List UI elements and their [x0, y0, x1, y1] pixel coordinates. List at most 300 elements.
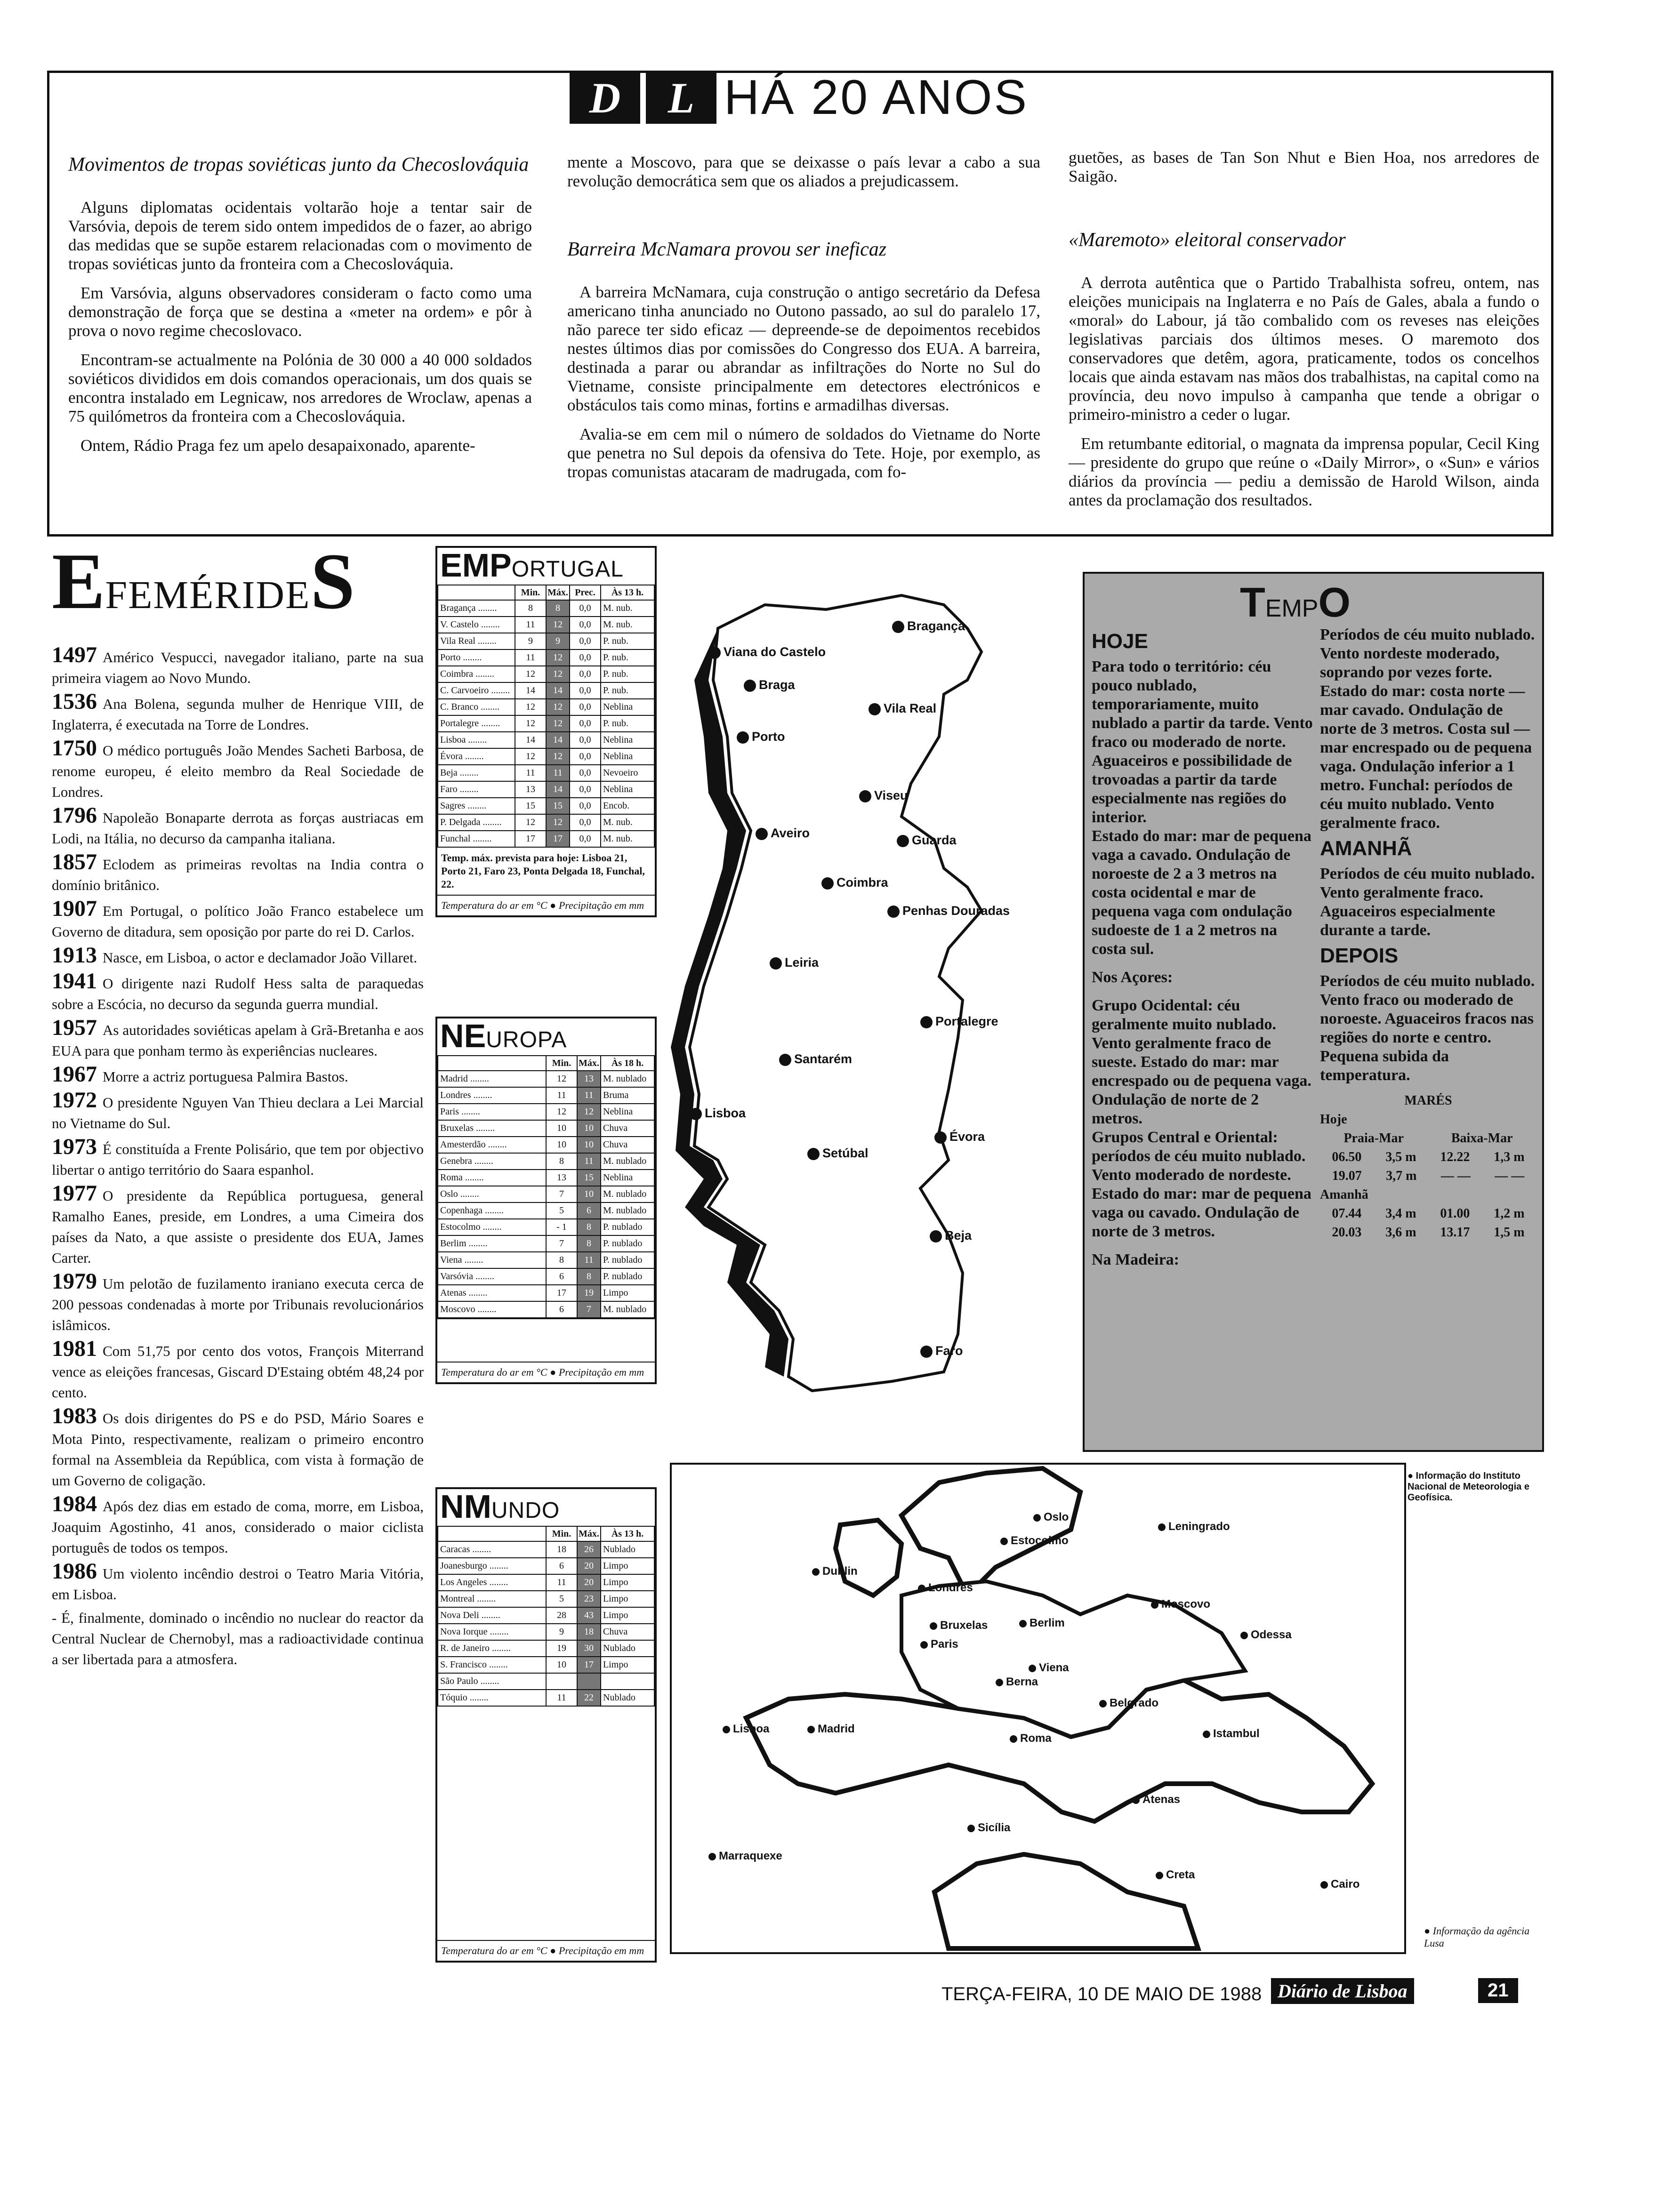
value-cell: 10	[546, 1137, 577, 1153]
table-row	[438, 1558, 654, 1574]
efemeride-text: Ana Bolena, segunda mulher de Henrique VIII, de Inglaterra, é executada na Torre de Londres.	[52, 696, 424, 733]
portugal-map-shape	[657, 539, 1076, 1475]
city-label	[779, 1052, 852, 1066]
portugal-map	[657, 539, 1076, 1475]
city-label	[887, 904, 1010, 918]
value-cell: 12	[546, 617, 570, 633]
value-cell: 12	[515, 666, 546, 682]
page-footer	[941, 1974, 1553, 2012]
city-cell: Lisboa ........	[438, 732, 515, 748]
value-cell: 12	[546, 1071, 577, 1087]
table-row	[438, 1640, 654, 1657]
value-cell: P. nublado	[601, 1219, 654, 1235]
value-cell	[546, 1673, 577, 1690]
city-label	[1240, 1628, 1292, 1642]
efemerides-list	[52, 642, 424, 1673]
efemeride-year: 1972	[52, 1088, 97, 1113]
table-row	[438, 1235, 654, 1252]
value-cell: P. nub.	[601, 649, 654, 666]
efemeride-text: Um pelotão de fuzilamento iraniano executa cerca de 200 pessoas condenadas à morte por Tribunais revolucionários islâmicos.	[52, 1275, 424, 1333]
value-cell: 11	[577, 1153, 601, 1170]
city-dot-icon	[744, 680, 756, 692]
city-dot-icon	[807, 1148, 820, 1160]
city-cell: Amesterdão ........	[438, 1137, 546, 1153]
city-label	[1132, 1793, 1180, 1806]
title-small: UROPA	[486, 1027, 567, 1052]
efemeride-item	[52, 1183, 424, 1268]
table-row	[438, 1219, 654, 1235]
efemeride-text: Em Portugal, o político João Franco estabelece um Governo de ditadura, sem oposição por parte do rei D. Carlos.	[52, 903, 424, 940]
acores-heading: Nos Açores:	[1092, 969, 1173, 986]
value-cell: 8	[577, 1235, 601, 1252]
city-name: Belgrado	[1110, 1697, 1159, 1709]
table-row	[438, 1591, 654, 1607]
value-cell: 7	[577, 1301, 601, 1318]
efemeride-text: - É, finalmente, dominado o incêndio no nuclear do reactor da Central Nuclear de Chernobyl, mas a radioactividade continua a ser libertada para a atmosfera.	[52, 1610, 424, 1667]
title-bold: T	[1240, 579, 1265, 625]
city-name: Estocolmo	[1011, 1534, 1069, 1547]
city-label	[967, 1821, 1010, 1835]
tide-value: — —	[1440, 1169, 1471, 1183]
city-dot-icon	[1033, 1514, 1041, 1522]
tide-value: 01.00	[1440, 1206, 1470, 1221]
city-cell: Funchal ........	[438, 831, 515, 847]
city-cell: S. Francisco ........	[438, 1657, 546, 1673]
value-cell: 6	[546, 1558, 577, 1574]
tide-row	[1320, 1223, 1536, 1242]
city-name: Moscovo	[1161, 1598, 1211, 1611]
efemeride-text: Américo Vespucci, navegador italiano, parte na sua primeira viagem ao Novo Mundo.	[52, 649, 424, 686]
city-label	[920, 1344, 963, 1358]
title-bold: EM	[440, 547, 490, 584]
title-final: S	[310, 537, 355, 625]
city-cell: P. Delgada ........	[438, 814, 515, 831]
city-cell: Nova Deli ........	[438, 1607, 546, 1624]
madeira-text: Períodos de céu muito nublado. Vento nordeste moderado, soprando por vezes forte. Estado do mar: costa norte — mar cavado. Ondulação de norte de 3 metros. Costa sul — mar encrespado ou de pequena vaga. Ondulação inferior a 1 metro. Funchal: períodos de céu muito nublado. Vento geralmente fraco.	[1320, 626, 1535, 832]
efemeride-year: 1984	[52, 1491, 97, 1516]
article-paragraph: Avalia-se em cem mil o número de soldados do Vietname do Norte que penetra no Sul depois da ofensiva do Tete. Hoje, por exemplo, as tropas comunistas atacaram de madrugada, com fo-	[567, 425, 1040, 481]
value-cell: 12	[546, 666, 570, 682]
city-cell: Bragança ........	[438, 600, 515, 617]
city-name: Santarém	[794, 1052, 853, 1066]
city-cell: Copenhaga ........	[438, 1202, 546, 1219]
value-cell: 28	[546, 1607, 577, 1624]
value-cell: 12	[515, 715, 546, 732]
city-cell: Moscovo ........	[438, 1301, 546, 1318]
value-cell: 5	[546, 1202, 577, 1219]
city-name: Atenas	[1142, 1793, 1181, 1806]
city-name: Berlim	[1030, 1617, 1065, 1629]
value-cell: 0,0	[570, 831, 601, 847]
article-paragraph: Encontram-se actualmente na Polónia de 30 000 a 40 000 soldados soviéticos divididos em dois comandos operacionais, um dos quais se encontra instalado em Legnicaw, nos arredores de Wroclaw, apenas a 75 quilómetros da fronteira com a Checoslováquia.	[68, 351, 532, 425]
logo-letter-d: D	[570, 72, 640, 124]
city-cell: Portalegre ........	[438, 715, 515, 732]
acores-central: Grupos Central e Oriental: períodos de céu muito nublado. Vento moderado de nordeste. Estado do mar: mar de pequena vaga ou cavado. Ondulação de norte de 3 metros.	[1092, 1129, 1311, 1240]
city-name: Viseu	[874, 788, 908, 802]
value-cell: 0,0	[570, 682, 601, 699]
city-label	[1156, 1868, 1195, 1882]
city-cell: Évora ........	[438, 748, 515, 765]
city-cell: V. Castelo ........	[438, 617, 515, 633]
value-cell: P. nublado	[601, 1235, 654, 1252]
tide-row	[1320, 1204, 1536, 1223]
city-dot-icon	[1320, 1881, 1328, 1889]
city-label	[1320, 1878, 1359, 1891]
value-cell: 13	[546, 1170, 577, 1186]
city-name: Paris	[931, 1638, 958, 1651]
city-name: Vila Real	[884, 701, 937, 715]
value-cell: 14	[546, 682, 570, 699]
article-title: Movimentos de tropas soviéticas junto da Checoslováquia	[68, 154, 529, 176]
article-paragraph: A derrota autêntica que o Partido Trabalhista sofreu, ontem, nas eleições municipais na Inglaterra e no País de Gales, abala a fundo o «moral» do Labour, já tão combalido com os reveses nas eleições legislativas parciais dos últimos meses. O maremoto dos conservadores que detêm, agora, praticamente, todos os concelhos locais que ainda estavam nas mãos dos trabalhistas, na capital como na província, deu novo impulso à campanha que tende a obrigar o primeiro-ministro a ceder o lugar.	[1069, 273, 1539, 424]
city-dot-icon	[1010, 1735, 1017, 1743]
table-title	[437, 1018, 655, 1055]
table-row	[438, 732, 654, 748]
efemeride-year: 1941	[52, 969, 97, 994]
value-cell: 0,0	[570, 748, 601, 765]
article-title: Barreira McNamara provou ser ineficaz	[567, 239, 887, 260]
section-title: HÁ 20 ANOS	[724, 70, 1029, 125]
value-cell: Chuva	[601, 1137, 654, 1153]
value-cell: 22	[577, 1690, 601, 1706]
city-label	[1019, 1617, 1065, 1630]
title-small: UNDO	[491, 1498, 560, 1523]
article-paragraph: Alguns diplomatas ocidentais voltarão hoje a tentar sair de Varsóvia, depois de terem sido ontem impedidos de o fazer, ao abrigo das medidas que se supõe estarem relacionadas com o movimento de tropas soviéticas junto da fronteira com a Checoslováquia.	[68, 198, 532, 273]
table-row	[438, 633, 654, 649]
mares-hoje-label: Hoje	[1320, 1112, 1347, 1127]
efemeride-item	[52, 852, 424, 896]
value-cell: 19	[546, 1640, 577, 1657]
city-label	[918, 1581, 973, 1595]
value-cell: 17	[546, 831, 570, 847]
table-row	[438, 1285, 654, 1301]
value-cell: 12	[577, 1104, 601, 1120]
city-dot-icon	[1099, 1700, 1107, 1707]
value-cell: 6	[546, 1268, 577, 1285]
value-cell: Limpo	[601, 1574, 654, 1591]
efemeride-year: 1907	[52, 896, 97, 921]
value-cell: 17	[546, 1285, 577, 1301]
city-label	[1151, 1598, 1210, 1611]
efemeride-year: 1796	[52, 803, 97, 828]
efemeride-year: 1750	[52, 736, 97, 761]
city-name: Sicília	[978, 1821, 1011, 1834]
city-label	[1203, 1727, 1260, 1740]
city-label	[930, 1228, 972, 1243]
city-name: Odessa	[1251, 1628, 1292, 1641]
value-cell: 0,0	[570, 715, 601, 732]
city-name: Viena	[1039, 1661, 1069, 1674]
table-row	[438, 649, 654, 666]
efemeride-item	[52, 1015, 424, 1061]
value-cell: M. nub.	[601, 814, 654, 831]
depois-heading: DEPOIS	[1320, 944, 1399, 967]
city-label	[708, 645, 826, 659]
table-row	[438, 781, 654, 798]
table-legend: Temperatura do ar em °C ● Precipitação em mm	[437, 1362, 655, 1382]
table-row	[438, 682, 654, 699]
city-dot-icon	[967, 1825, 975, 1832]
city-cell: Estocolmo ........	[438, 1219, 546, 1235]
value-cell: 12	[546, 814, 570, 831]
city-label	[756, 826, 810, 841]
tide-value: 07.44	[1332, 1206, 1362, 1221]
city-cell: Coimbra ........	[438, 666, 515, 682]
efemeride-item	[52, 1561, 424, 1605]
city-cell: Atenas ........	[438, 1285, 546, 1301]
section-masthead	[570, 70, 1106, 140]
logo-letter-l: L	[646, 72, 716, 124]
efemeride-item	[52, 1491, 424, 1558]
city-dot-icon	[821, 877, 834, 890]
city-label	[1099, 1697, 1158, 1710]
value-cell: 17	[515, 831, 546, 847]
data-table	[437, 585, 655, 848]
title-bold: M	[464, 1488, 491, 1525]
efemeride-item	[52, 1064, 424, 1087]
efemeride-text: Napoleão Bonaparte derrota as forças austriacas em Lodi, na Itália, no decurso da campanha italiana.	[52, 809, 424, 847]
tide-value: 3,5 m	[1385, 1150, 1416, 1164]
efemeride-item	[52, 642, 424, 689]
city-dot-icon	[920, 1016, 933, 1028]
table-row	[438, 1186, 654, 1202]
city-name: Faro	[935, 1344, 963, 1358]
value-cell: 23	[577, 1591, 601, 1607]
value-cell: 6	[577, 1202, 601, 1219]
city-cell: Vila Real ........	[438, 633, 515, 649]
efemeride-text: Após dez dias em estado de coma, morre, em Lisboa, Joaquim Agostinho, 41 anos, considerado o maior ciclista português de todos os tempos.	[52, 1498, 424, 1556]
city-label	[770, 955, 819, 970]
efemeride-text: Com 51,75 por cento dos votos, François Miterrand vence as eleições francesas, Giscard D'Estaing obtém 48,24 por cento.	[52, 1343, 424, 1401]
value-cell: 10	[546, 1120, 577, 1137]
value-cell	[601, 1673, 654, 1690]
column-header: Às 13 h.	[601, 1526, 654, 1541]
table-row	[438, 699, 654, 715]
value-cell: 0,0	[570, 781, 601, 798]
hoje-mar: Estado do mar: mar de pequena vaga a cavado. Ondulação de noroeste de 2 a 3 metros na costa ocidental e mar de pequena vaga com ondulação sudoeste de 1 a 2 metros na costa sul.	[1092, 827, 1311, 958]
city-name: Bruxelas	[940, 1619, 988, 1632]
tide-row	[1320, 1167, 1536, 1186]
weather-world-table	[435, 1487, 657, 1963]
efemeride-item	[52, 1271, 424, 1336]
city-name: Guarda	[912, 833, 957, 847]
table-header-row	[438, 1056, 654, 1071]
tides-hoje	[1320, 1148, 1536, 1186]
city-label	[744, 678, 795, 692]
value-cell: 11	[546, 765, 570, 781]
city-label	[1010, 1732, 1052, 1745]
baixa-mar-label: Baixa-Mar	[1451, 1131, 1513, 1146]
value-cell: 18	[577, 1624, 601, 1640]
table-legend: Temperatura do ar em °C ● Precipitação em mm	[437, 895, 655, 915]
value-cell: 26	[577, 1541, 601, 1558]
table-row	[438, 617, 654, 633]
table-header-row	[438, 1526, 654, 1541]
city-name: Istambul	[1213, 1727, 1260, 1740]
column-header: Máx.	[577, 1056, 601, 1071]
city-dot-icon	[1151, 1601, 1158, 1609]
value-cell: 15	[577, 1170, 601, 1186]
tide-value: 12.22	[1440, 1150, 1470, 1164]
footer-date: TERÇA-FEIRA, 10 DE MAIO DE 1988	[941, 1984, 1262, 2004]
value-cell: 6	[546, 1301, 577, 1318]
table-row	[438, 1690, 654, 1706]
tempo-note: ● Informação do Instituto Nacional de Meteorologia e Geofísica.	[1408, 1471, 1529, 1503]
value-cell: 11	[515, 617, 546, 633]
value-cell: 7	[546, 1186, 577, 1202]
title-bold: N	[440, 1018, 464, 1054]
city-label	[920, 1014, 998, 1029]
value-cell: Neblina	[601, 699, 654, 715]
value-cell: 10	[577, 1186, 601, 1202]
city-name: Aveiro	[771, 826, 810, 840]
value-cell: 10	[577, 1120, 601, 1137]
city-label	[996, 1675, 1038, 1689]
efemeride-item	[52, 1134, 424, 1180]
value-cell: 11	[577, 1252, 601, 1268]
tide-value: 1,2 m	[1494, 1206, 1525, 1221]
city-cell: Madrid ........	[438, 1071, 546, 1087]
city-label	[930, 1619, 988, 1632]
empty-rows	[437, 1318, 655, 1362]
value-cell: 43	[577, 1607, 601, 1624]
mares-heading: MARÉS	[1404, 1093, 1452, 1108]
city-cell: Varsóvia ........	[438, 1268, 546, 1285]
city-cell: Genebra ........	[438, 1153, 546, 1170]
value-cell: M. nublado	[601, 1153, 654, 1170]
city-name: Madrid	[818, 1723, 855, 1735]
tempo-right-column	[1320, 625, 1536, 1242]
city-cell: C. Branco ........	[438, 699, 515, 715]
tide-value: 13.17	[1440, 1225, 1470, 1240]
value-cell: Encob.	[601, 798, 654, 814]
table-row	[438, 765, 654, 781]
city-name: Setúbal	[822, 1146, 869, 1160]
column-header: Min.	[515, 585, 546, 600]
value-cell: 8	[515, 600, 546, 617]
data-table	[437, 1055, 655, 1318]
table-row	[438, 1153, 654, 1170]
city-name: Portalegre	[935, 1014, 998, 1028]
value-cell: Limpo	[601, 1285, 654, 1301]
value-cell	[577, 1673, 601, 1690]
tide-value: 3,7 m	[1386, 1169, 1417, 1183]
city-dot-icon	[897, 835, 909, 847]
value-cell: M. nub.	[601, 600, 654, 617]
city-cell: Los Angeles ........	[438, 1574, 546, 1591]
city-cell: Caracas ........	[438, 1541, 546, 1558]
city-dot-icon	[996, 1679, 1003, 1686]
table-row	[438, 1673, 654, 1690]
value-cell: Neblina	[601, 732, 654, 748]
city-label	[821, 875, 888, 890]
city-label	[1000, 1534, 1069, 1547]
data-table	[437, 1526, 655, 1707]
city-name: Oslo	[1044, 1511, 1069, 1523]
city-label	[869, 701, 936, 716]
table-row	[438, 831, 654, 847]
value-cell: 20	[577, 1558, 601, 1574]
column-header: Min.	[546, 1526, 577, 1541]
value-cell: Limpo	[601, 1558, 654, 1574]
value-cell: 14	[546, 732, 570, 748]
value-cell: 14	[515, 732, 546, 748]
column-header: Às 18 h.	[601, 1056, 654, 1071]
table-legend: Temperatura do ar em °C ● Precipitação em mm	[437, 1940, 655, 1961]
value-cell: 14	[515, 682, 546, 699]
table-row	[438, 1541, 654, 1558]
value-cell: P. nub.	[601, 666, 654, 682]
column-header	[438, 1526, 546, 1541]
city-dot-icon	[812, 1568, 820, 1576]
city-name: Creta	[1166, 1868, 1195, 1881]
table-row	[438, 1104, 654, 1120]
city-cell: São Paulo ........	[438, 1673, 546, 1690]
city-cell: Tóquio ........	[438, 1690, 546, 1706]
value-cell: P. nublado	[601, 1252, 654, 1268]
tide-row	[1320, 1148, 1536, 1167]
title-bold: E	[464, 1018, 486, 1054]
city-dot-icon	[1156, 1872, 1163, 1879]
value-cell: 14	[546, 781, 570, 798]
efemeride-year: 1913	[52, 943, 97, 968]
title-small: ORTUGAL	[511, 557, 624, 582]
efemeride-item	[52, 1608, 424, 1670]
city-name: Penhas Douradas	[902, 904, 1010, 918]
city-label	[1029, 1661, 1069, 1675]
city-label	[690, 1106, 746, 1121]
column-header	[438, 585, 515, 600]
efemeride-item	[52, 971, 424, 1015]
value-cell: Neblina	[601, 781, 654, 798]
city-dot-icon	[1019, 1620, 1027, 1627]
value-cell: 12	[546, 748, 570, 765]
value-cell: 8	[546, 1252, 577, 1268]
value-cell: Bruma	[601, 1087, 654, 1104]
city-label	[859, 788, 908, 803]
value-cell: Limpo	[601, 1657, 654, 1673]
city-name: Leningrado	[1168, 1520, 1230, 1533]
value-cell: 0,0	[570, 649, 601, 666]
table-title	[437, 1489, 655, 1526]
value-cell: 15	[546, 798, 570, 814]
efemeride-text: É constituída a Frente Polisário, que tem por objectivo libertar o antigo território do Saara espanhol.	[52, 1141, 424, 1178]
value-cell: 9	[546, 633, 570, 649]
city-dot-icon	[690, 1108, 702, 1120]
tide-value: 19.07	[1332, 1169, 1362, 1183]
city-cell: Roma ........	[438, 1170, 546, 1186]
article-continuation: mente a Moscovo, para que se deixasse o país levar a cabo a sua revolução democrática sem que os aliados a prejudicassem.	[567, 153, 1040, 190]
depois-text: Períodos de céu muito nublado. Vento fraco ou moderado de noroeste. Aguaceiros fracos nas regiões do norte e centro. Pequena subida da temperatura.	[1320, 972, 1535, 1084]
weather-portugal-table	[435, 546, 657, 917]
tide-value: 1,5 m	[1494, 1225, 1525, 1240]
column-header: Min.	[546, 1056, 577, 1071]
city-label	[1033, 1511, 1069, 1524]
value-cell: 0,0	[570, 633, 601, 649]
city-dot-icon	[708, 1853, 716, 1860]
city-dot-icon	[1158, 1523, 1166, 1531]
tide-value: 3,6 m	[1385, 1225, 1416, 1240]
city-label	[708, 1850, 782, 1863]
value-cell: M. nublado	[601, 1301, 654, 1318]
city-dot-icon	[920, 1641, 928, 1649]
efemeride-year: 1983	[52, 1403, 97, 1428]
title-bold: N	[440, 1488, 464, 1525]
efemeride-year: 1957	[52, 1015, 97, 1040]
title-middle: FEMÉRIDE	[105, 573, 311, 617]
tides-amanha	[1320, 1204, 1536, 1242]
article-paragraph: Em retumbante editorial, o magnata da imprensa popular, Cecil King — presidente do grupo que reúne o «Daily Mirror», o «Sun» e vários diários da província — pediu a demissão de Harold Wilson, ainda antes da proclamação dos resultados.	[1069, 434, 1539, 509]
